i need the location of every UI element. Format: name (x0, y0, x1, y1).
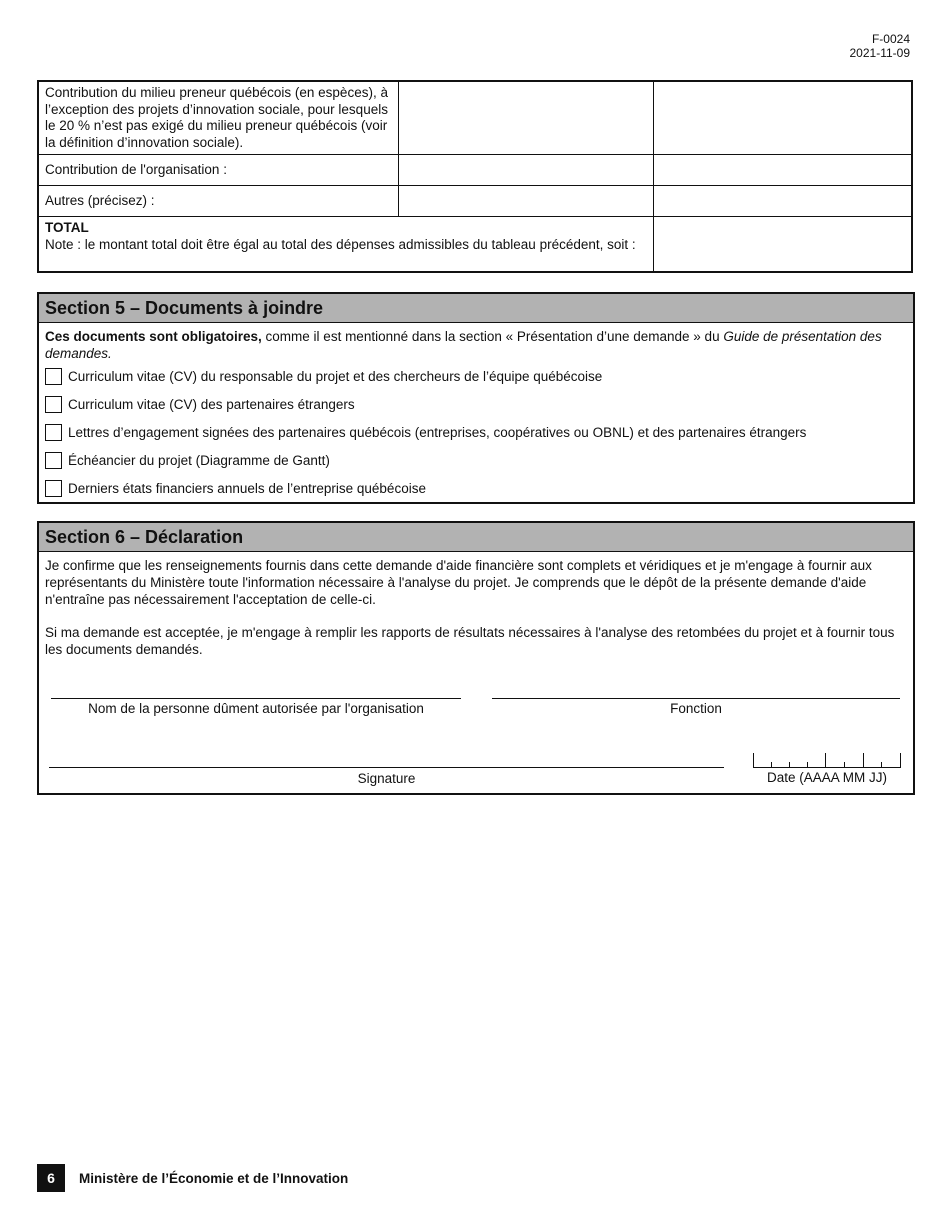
ministry-name: Ministère de l’Économie et de l’Innovation (79, 1170, 349, 1186)
amount-cell[interactable] (398, 81, 653, 155)
amount-cell[interactable] (654, 81, 912, 155)
checkbox[interactable] (45, 424, 62, 441)
function-field-line[interactable] (492, 698, 900, 699)
intro-text: comme il est mentionné dans la section « Présentation d’une demande » du (261, 329, 724, 344)
amount-cell[interactable] (654, 186, 912, 217)
form-code: F-0024 (871, 32, 910, 46)
declaration-paragraph-2: Si ma demande est acceptée, je m'engage à remplir les rapports de résultats nécessaires à l'analyse des retombées du projet et à fournir tous les documents demandés. (45, 625, 895, 657)
signature-caption: Signature (357, 771, 416, 786)
date-field[interactable] (753, 753, 901, 768)
table-row (38, 186, 912, 217)
document-label: Curriculum vitae (CV) des partenaires étrangers (68, 396, 355, 412)
date-caption: Date (AAAA MM JJ) (766, 770, 888, 785)
name-field-line[interactable] (51, 698, 461, 699)
row-label-autres: Autres (précisez) : (38, 186, 398, 217)
amount-cell[interactable] (654, 155, 912, 186)
document-item[interactable] (45, 479, 426, 497)
form-identifier (850, 32, 911, 60)
total-note: Note : le montant total doit être égal au total des dépenses admissibles du tableau précédent, soit : (45, 236, 636, 252)
page-number: 6 (37, 1164, 65, 1192)
form-date: 2021-11-09 (849, 46, 910, 60)
document-item[interactable] (45, 423, 806, 441)
total-row (38, 217, 912, 273)
name-caption: Nom de la personne dûment autorisée par l'organisation (88, 701, 424, 716)
funding-table (37, 80, 913, 273)
checkbox[interactable] (45, 396, 62, 413)
document-item[interactable] (45, 395, 355, 413)
document-item[interactable] (45, 451, 330, 469)
total-label-cell (38, 217, 654, 273)
total-amount-cell[interactable] (654, 217, 912, 273)
section-5-documents (37, 292, 915, 504)
checkbox[interactable] (45, 480, 62, 497)
table-row (38, 155, 912, 186)
document-item[interactable] (45, 367, 602, 385)
signature-field-line[interactable] (49, 767, 724, 768)
document-label: Curriculum vitae (CV) du responsable du projet et des chercheurs de l’équipe québécoise (68, 368, 603, 384)
document-label: Échéancier du projet (Diagramme de Gantt) (68, 452, 330, 468)
section-6-declaration (37, 521, 915, 795)
row-label-organisation: Contribution de l'organisation : (38, 155, 398, 186)
checkbox[interactable] (45, 452, 62, 469)
table-row (38, 81, 912, 155)
document-label: Lettres d’engagement signées des partenaires québécois (entreprises, coopératives ou OBNL) et des partenaires étrangers (68, 424, 807, 440)
row-label-milieu-preneur: Contribution du milieu preneur québécois (en espèces), à l’exception des projets d’innovation sociale, pour lesquels le 20 % n’est pas exigé du milieu preneur québécois (voir la définition d’innovation sociale). (38, 81, 398, 155)
checkbox[interactable] (45, 368, 62, 385)
section-5-title: Section 5 – Documents à joindre (39, 294, 913, 323)
amount-cell[interactable] (398, 155, 653, 186)
declaration-paragraph-1: Je confirme que les renseignements fournis dans cette demande d'aide financière sont complets et véridiques et je m'engage à fournir aux représentants du Ministère toute l'information nécessaire à l'analyse du projet. Je comprends que le dépôt de la présente demande d'aide n'entraîne pas nécessairement l'acceptation de celle-ci. (45, 558, 872, 607)
document-label: Derniers états financiers annuels de l’entreprise québécoise (68, 480, 426, 496)
amount-cell[interactable] (398, 186, 653, 217)
function-caption: Fonction (670, 701, 722, 716)
intro-bold: Ces documents sont obligatoires, (45, 329, 262, 344)
page-footer (37, 1164, 348, 1192)
section-6-title: Section 6 – Déclaration (39, 523, 913, 552)
intro-guide-title: Guide de présentation des demandes. (45, 329, 882, 361)
total-title: TOTAL (45, 220, 89, 235)
section-5-intro (45, 328, 911, 362)
